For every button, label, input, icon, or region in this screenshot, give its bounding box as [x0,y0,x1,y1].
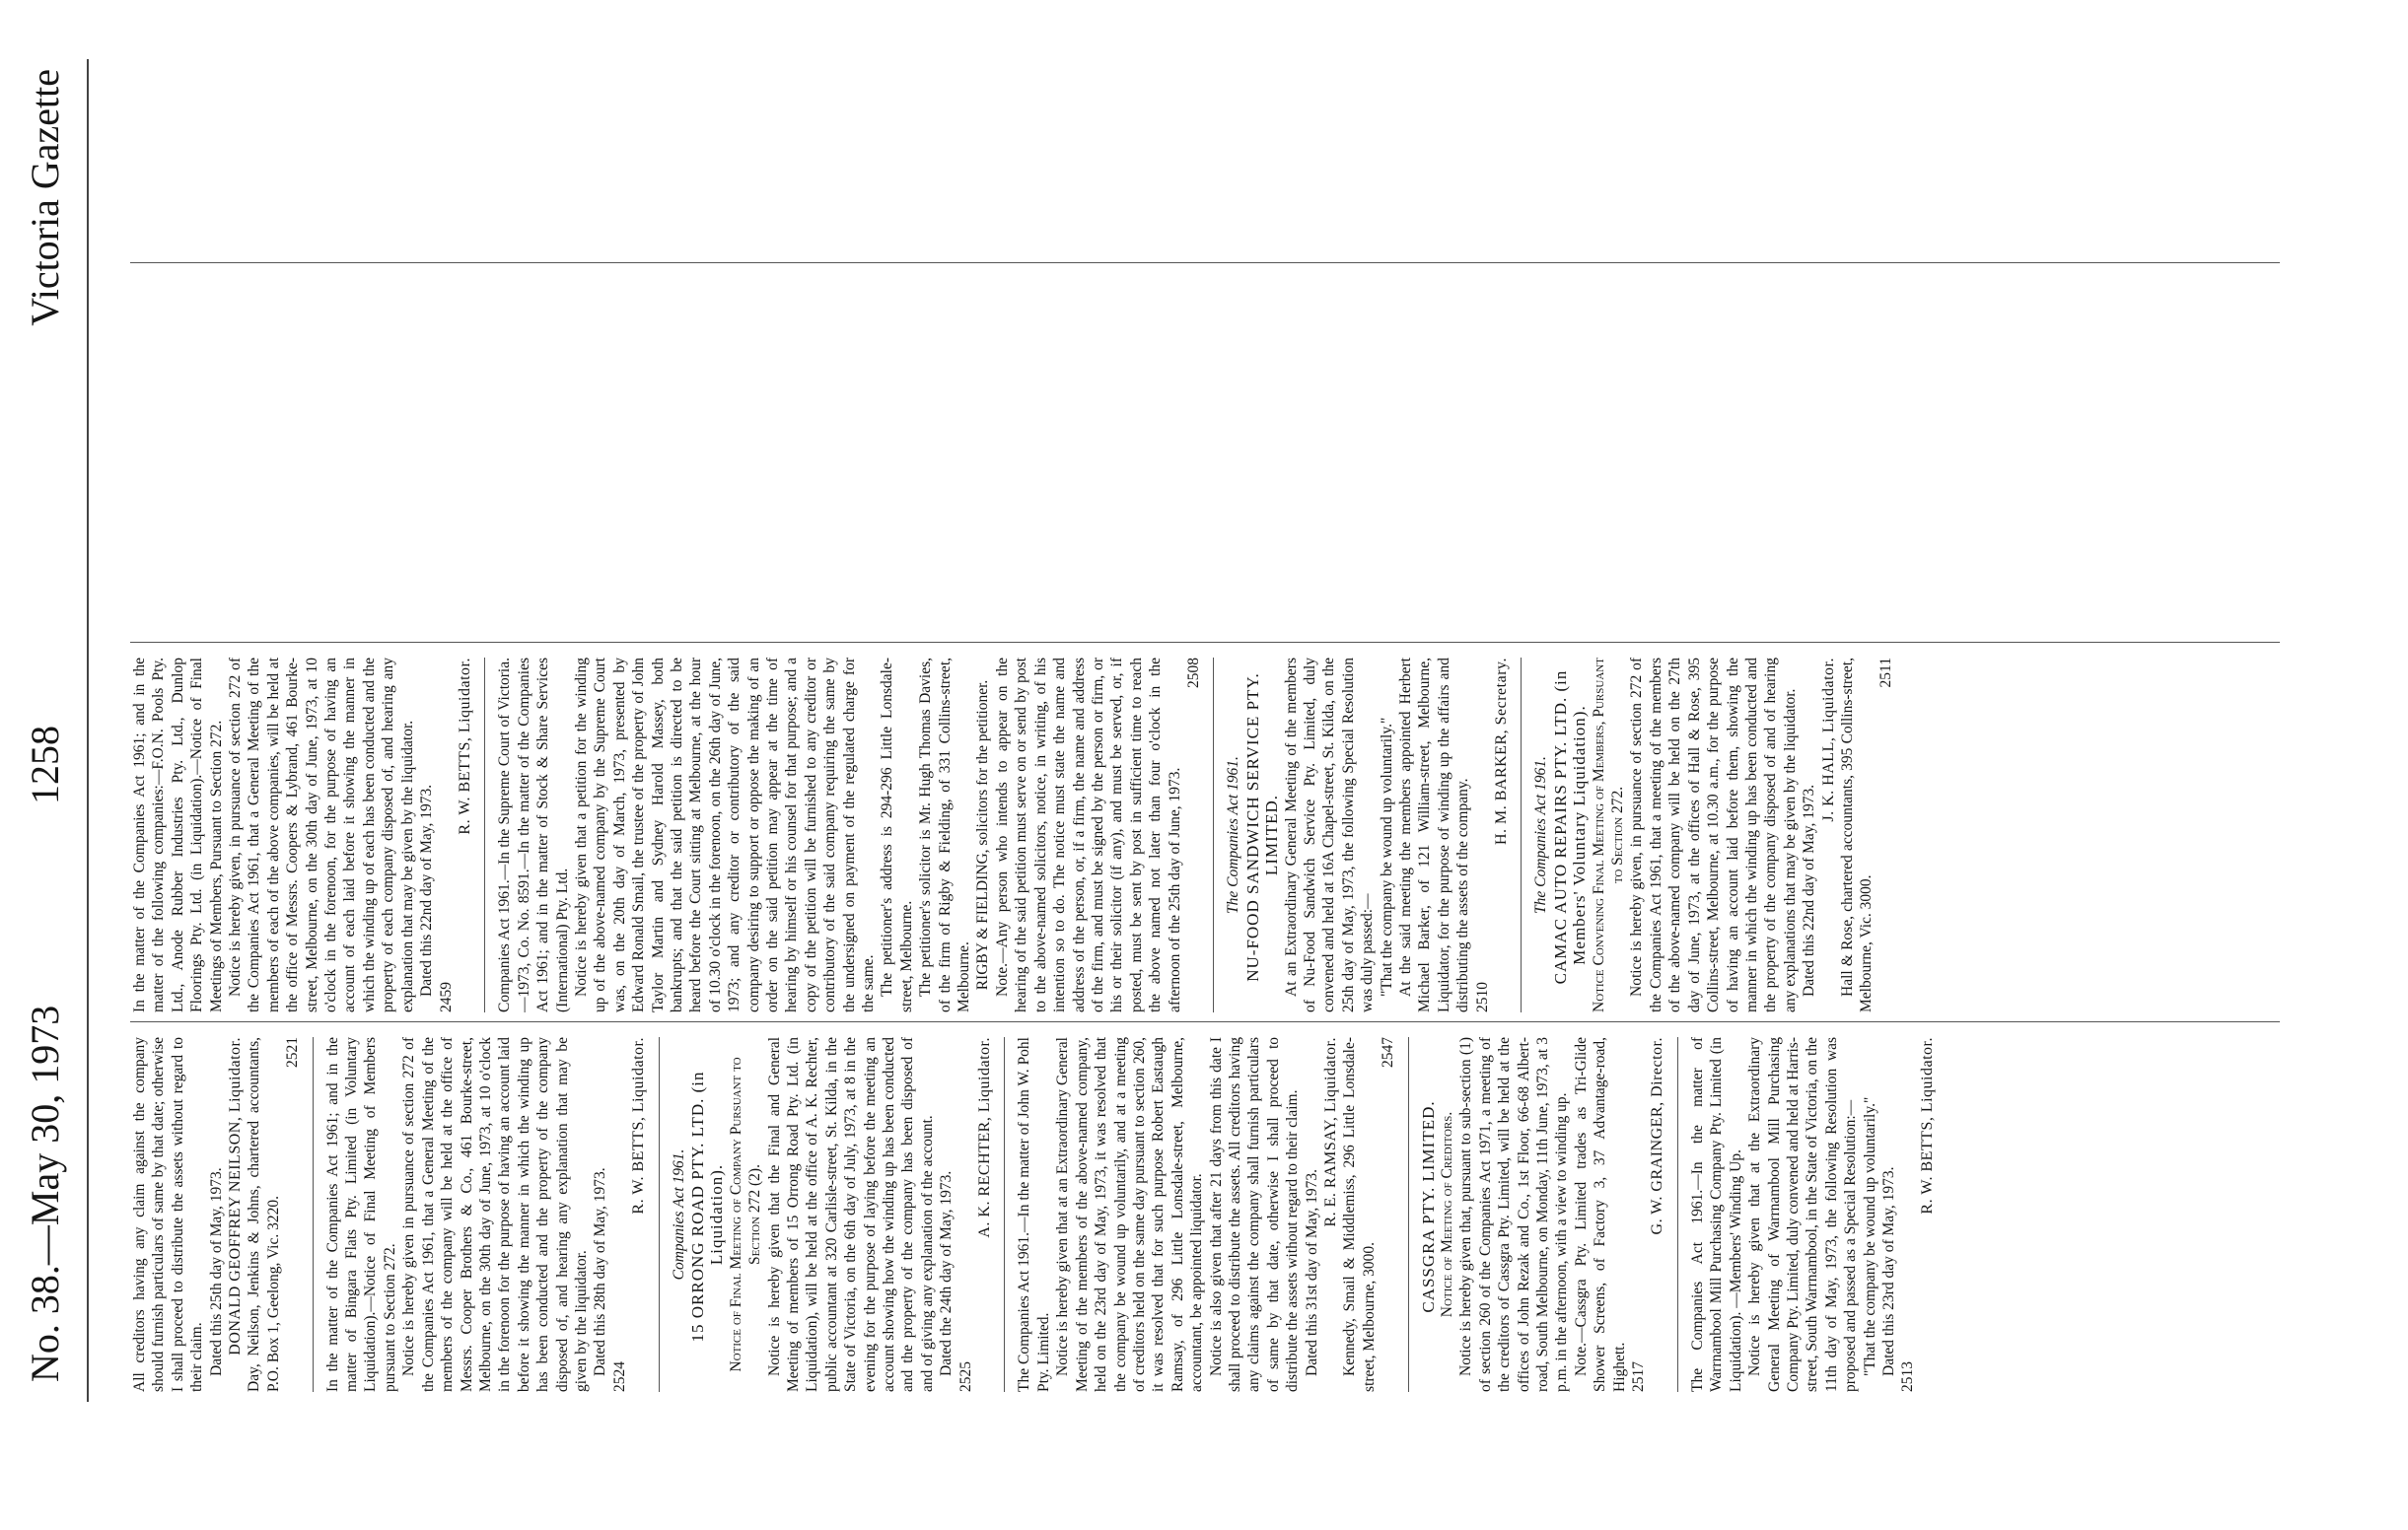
notice-number: 2547 [1380,1037,1397,1068]
notice-signature: DONALD GEOFFREY NEILSON, Liquidator. [227,1037,245,1356]
notice-signature: A. K. RECHTER, Liquidator. [976,1037,994,1238]
notice-2459 [130,658,474,1012]
notice-body: Notice is hereby given that the Final and General Meeting of members of 15 Orrong Road Pty. Ltd. (in Liquidation), will be held at the office of A. K. Rechter, public accountant at 320 Carlisle-street, St. Kilda, in the State of Victoria, on the 6th day of July, 1973, at 8 in the evening for the purpose of laying before the meeting an account showing how the winding up has been conducted and the property of the company has been disposed of and of giving any explanation of the account. [765,1037,936,1392]
notice-signature: J. K. HALL, Liquidator. [1819,658,1837,822]
notice-number: 2510 [1473,982,1491,1012]
notice-company: CASSGRA PTY. LIMITED. [1418,1100,1438,1313]
notice-number: 2508 [1184,658,1202,688]
notice-note: Note.—Any person who intends to appear on the hearing of the said petition must serve on or send by post to the above-named solicitors, notice, in writing, of his intention so to do. The notice must state the name and address of the person, or, if a firm, the name and address of the firm, and must be signed by the person or firm, or his or their solicitor (if any), and must be served, or, if posted, must be sent by post in sufficient time to reach the above named not later than four o'clock in the afternoon of the 25th day of June, 1973. [993,658,1183,1012]
notice-body: The petitioner's solicitor is Mr. Hugh Thomas Davies, of the firm of Rigby & Fielding, of 331 Collins-street, Melbourne. [917,658,973,1012]
notice-number: 2511 [1877,658,1894,688]
header-rule [87,59,89,1402]
notice-number: 2459 [437,982,455,1012]
notice-divider [484,658,485,1012]
notice-dated: Dated this 31st day of May, 1973. [1303,1169,1320,1376]
notice-signature: R. W. BETTS, Liquidator. [1918,1037,1936,1215]
notice-subtitle: Notice of Final Meeting of Company Pursuant to Section 272 (2). [727,1057,764,1372]
notice-body: All creditors having any claim against the company should furnish particulars of same by that date; otherwise I shall proceed to distribute the assets without regard to their claim. [131,1037,206,1392]
notice-heading: The Companies Act 1961.—In the matter of Warrnambool Mill Purchasing Company Pty. Limited (in Liquidation). —Members' Winding Up. [1688,1037,1744,1392]
notice-body: Notice is hereby given that at an Extraordinary General Meeting of the members of the above-named company, held on the 23rd day of May, 1973, it was resolved that the company be wound up voluntarily, and at a meeting of creditors held on the same day pursuant to section 260, it was resolved that for such purpose Robert Eastaugh Ramsay, of 296 Little Lonsdale-street, Melbourne, accountant, be appointed liquidator. [1054,1037,1206,1392]
notice-note: Note.—Cassgra Pty. Limited trades as Tri-Glide Shower Screens, of Factory 3, 37 Advantage-road, Highett. [1572,1037,1628,1392]
notice-number: 2513 [1899,1361,1917,1392]
notice-2508 [495,658,1203,1012]
notice-body: Notice is hereby given that, pursuant to sub-section (1) of section 260 of the Companies Act 1971, a meeting of the creditors of Cassgra Pty. Limited, will be held at the offices of John Rezak and Co., 1st Floor, 66-68 Albert-road, South Melbourne, on Monday, 11th June, 1973, at 3 p.m. in the afternoon, with a view to winding up. [1457,1037,1571,1392]
notice-dated: Dated this 25th day of May, 1973. [207,1167,225,1376]
page-header [22,0,101,1530]
notice-heading: Companies Act 1961.—In the Supreme Court of Victoria.—1973, Co. No. 8591.—In the matter of the Companies Act 1961; and in the matter of Stock & Share Services (International) Pty. Ltd. [496,658,571,1012]
notice-body: The petitioner's address is 294-296 Little Lonsdale-street, Melbourne. [879,658,915,1012]
column-divider [130,1021,2280,1022]
notice-act: The Companies Act 1961. [1225,756,1242,914]
notice-company: 15 ORRONG ROAD PTY. LTD. (in Liquidation). [687,1071,727,1343]
notice-dated: Dated this 23rd day of May, 1973. [1879,1166,1897,1376]
notice-divider [1521,658,1522,1012]
notice-continued [130,1037,303,1392]
notice-quote: "That the company be wound up voluntarily." [1861,1096,1878,1376]
notice-quote: "That the company be wound up voluntarily." [1378,717,1395,997]
notice-2525 [670,1037,995,1392]
notice-body: Notice is hereby given, in pursuance of section 272 of the Companies Act 1961, that a meeting of the members of the above-named company will be held on the 27th day of June, 1973, at the offices of Hall & Rose, 395 Collins-street, Melbourne, at 10.30 a.m., for the purpose of having an account laid before them, showing the manner in which the winding up has been conducted and the property of the company disposed of and of hearing any explanations that may be given by the liquidator. [1628,658,1799,1012]
publication-title: Victoria Gazette [23,69,67,326]
notice-signature: H. M. BARKER, Secretary. [1493,658,1511,846]
notice-number: 2521 [284,1037,302,1068]
notice-heading: In the matter of the Companies Act 1961; and in the matter of Bingara Flats Pty. Limited (in Voluntary Liquidation).—Notice of Final Meeting of Members pursuant to Section 272. [323,1037,398,1392]
notice-dated: Dated this 28th day of May, 1973. [592,1167,609,1376]
notice-heading: In the matter of the Companies Act 1961; and in the matter of the following companies:—F.O.N. Pools Pty. Ltd., Anode Rubber Industries Pty. Ltd., Dunlop Floorings Pty. Ltd. (in Liquidation).—Notice of Final Meetings of Members, Pursuant to Section 272. [131,658,225,1012]
notice-dated: Dated the 24th day of May, 1973. [938,1170,956,1376]
notice-2517 [1419,1037,1667,1392]
notice-divider [1004,1037,1005,1392]
notice-2513 [1688,1037,1937,1392]
notice-number: 2517 [1630,1361,1648,1392]
notice-address: Kennedy, Smail & Middlemiss, 296 Little Lonsdale-street, Melbourne, 3000. [1341,1037,1378,1392]
notice-body: Notice is hereby given, in pursuance of section 272 of the Companies Act 1961, that a General Meeting of the members of each of the above companies, will be held at the office of Messrs. Coopers & Lybrand, 461 Bourke-street, Melbourne, on the 30th day of June, 1973, at 10 o'clock in the forenoon, for the purpose of having an account of each laid before it showing the manner in which the winding up of each has been conducted and the property of each company disposed of, and hearing any explanation that may be given by the liquidator. [227,658,416,1012]
column-2 [130,658,2280,1012]
notice-body: Notice is also given that after 21 days from this date I shall proceed to distribute the assets. All creditors having any claims against the company shall furnish particulars of same by that date, otherwise I shall proceed to distribute the assets without regard to their claim. [1207,1037,1302,1392]
notice-body: Notice is hereby given that at the Extraordinary General Meeting of Warrnambool Mill Purchasing Company Pty. Limited, duly convened and held at Harris-street, South Warrnambool, in the State of Victoria, on the 11th day of May, 1973, the following Resolution was proposed and passed as a Special Resolution:— [1746,1037,1860,1392]
notice-dated: Dated this 22nd day of May, 1973. [418,784,436,997]
notice-divider [1213,658,1214,1012]
column-divider [130,262,2280,263]
notice-number: 2525 [956,1361,974,1392]
notice-2510 [1224,658,1511,1012]
notice-company: CAMAC AUTO REPAIRS PTY. LTD. (in Members' Voluntary Liquidation). [1550,669,1590,985]
notice-body: At an Extraordinary General Meeting of the members of Nu-Food Sandwich Service Pty. Limited, duly convened and held at 16A Chapel-street, St. Kilda, on the 25th day of May, 1973, the following Special Resolution was duly passed:— [1282,658,1377,1012]
notice-divider [659,1037,660,1392]
notice-2524 [323,1037,649,1392]
issue-date: No. 38.—May 30, 1973 [23,1005,67,1382]
notice-number: 2524 [610,1361,628,1392]
notice-divider [313,1037,314,1392]
notice-signature: RIGBY & FIELDING, solicitors for the petitioner. [974,679,992,991]
notice-dated: Dated this 22nd day of May, 1973. [1801,784,1818,997]
notice-act: The Companies Act 1961. [1532,756,1550,914]
column-divider [130,642,2280,643]
notice-signature: G. W. GRAINGER, Director. [1649,1037,1666,1235]
notice-subtitle: Notice of Meeting of Creditors. [1439,1111,1455,1318]
notice-signature: R. W. BETTS, Liquidator. [630,1037,648,1215]
notice-address: Hall & Rose, chartered accountants, 395 Collins-street, Melbourne, Vic. 3000. [1838,658,1876,1012]
notice-body: Notice is hereby given that a petition for the winding up of the above-named company by the Supreme Court was, on the 20th day of March, 1973, presented by Edward Ronald Smail, the trustee of the property of John Taylor Martin and Sydney Harold Massey, both bankrupts; and that the said petition is directed to be heard before the Court sitting at Melbourne, at the hour of 10.30 o'clock in the forenoon, on the 26th day of June, 1973; and any creditor or contributory of the said company desiring to support or oppose the making of an order on the said petition may appear at the time of hearing by himself or his counsel for that purpose; and a copy of the petition will be furnished to any creditor or contributory of the said company requiring the same by the undersigned on payment of the regulated charge for the same. [572,658,878,1012]
notice-divider [1408,1037,1409,1392]
page-number: 1258 [23,726,67,804]
notice-signature: R. W. BETTS, Liquidator. [456,658,473,835]
notice-company: NU-FOOD SANDWICH SERVICE PTY. LIMITED. [1242,672,1282,982]
notice-body: Notice is hereby given in pursuance of section 272 of the Companies Act 1961, that a General Meeting of the members of the company will be held at the office of Messrs. Cooper Brothers & Co., 461 Bourke-street, Melbourne, on the 30th day of June, 1973, at 10 o'clock in the forenoon for the purpose of having an account laid before it showing the manner in which the winding up has been conducted and the property of the company disposed of, and hearing any explanation that may be given by the liquidator. [400,1037,590,1392]
column-1 [130,1037,2280,1392]
notice-body: At the said meeting the members appointed Herbert Michael Barker, of 121 William-street, Melbourne, Liquidator, for the purpose of winding up the affairs and distributing the assets of the company. [1397,658,1472,1012]
notice-2547 [1015,1037,1397,1392]
notice-act: Companies Act 1961. [670,1148,687,1281]
notice-heading: The Companies Act 1961.—In the matter of John W. Pohl Pty. Limited. [1016,1037,1052,1392]
notice-subtitle: Notice Convening Final Meeting of Members, Pursuant to Section 272. [1590,658,1627,1012]
notice-address: Day, Neilson, Jenkins & Johns, chartered accountants, P.O. Box 1, Geelong, Vic. 3220. [246,1037,282,1392]
notice-signature: R. E. RAMSAY, Liquidator. [1321,1037,1339,1227]
notice-divider [1677,1037,1678,1392]
notice-2511 [1531,658,1895,1012]
